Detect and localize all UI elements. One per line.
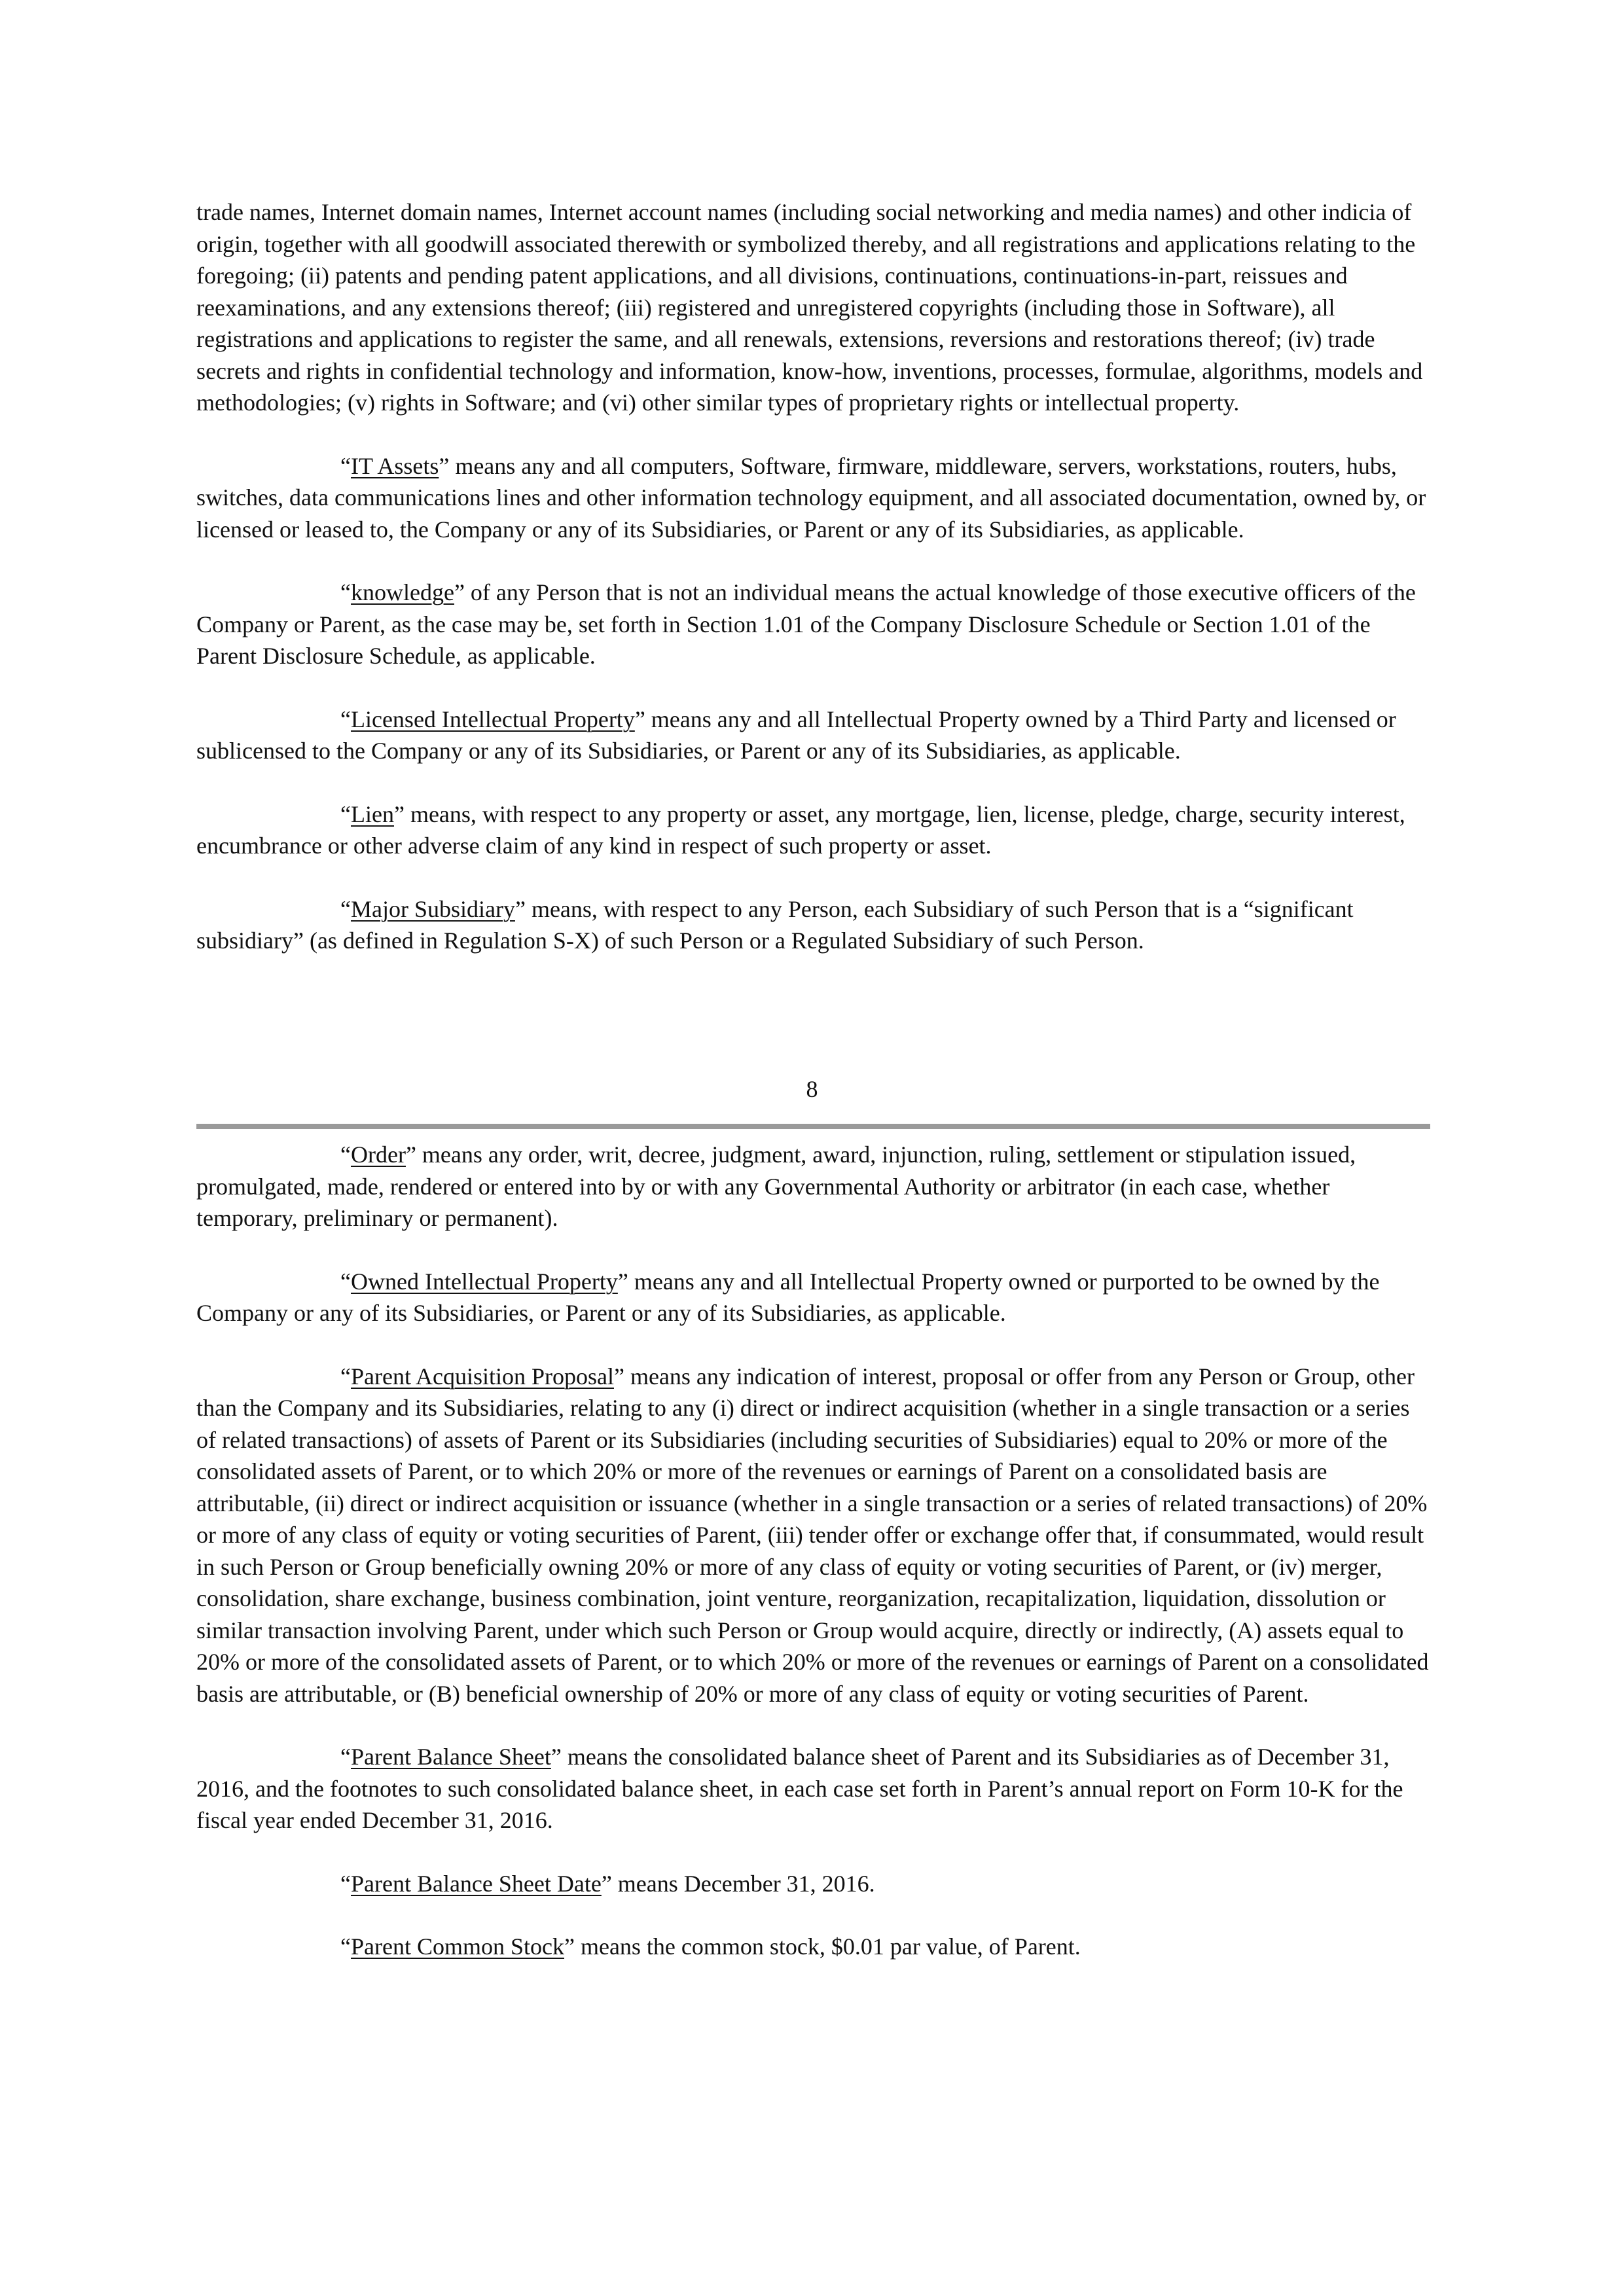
open-quote: “ <box>340 895 351 922</box>
open-quote: “ <box>340 1933 351 1960</box>
open-quote: “ <box>340 1363 351 1390</box>
open-quote: “ <box>340 1744 351 1770</box>
definition-text: ” means any order, writ, decree, judgment, award, injunction, ruling, settlement or stipulation issued, promulgated, made, rendered or entered into by or with any Governmental Authority or arbitrator (in each case, whether temporary, preliminary or permanent). <box>196 1141 1356 1231</box>
defined-term: IT Assets <box>350 452 439 479</box>
definition-lien <box>196 798 1430 862</box>
open-quote: “ <box>340 1268 351 1295</box>
defined-term: Order <box>350 1141 406 1168</box>
defined-term: Parent Common Stock <box>350 1933 564 1960</box>
page-9-body <box>196 1139 1430 1963</box>
definition-text: ” means any and all Intellectual Property owned or purported to be owned by the Company or any of its Subsidiaries, or Parent or any of its Subsidiaries, as applicable. <box>196 1268 1380 1326</box>
definition-owned-ip <box>196 1266 1430 1329</box>
definition-text: ” of any Person that is not an individual means the actual knowledge of those executive officers of the Company or Parent, as the case may be, set forth in Section 1.01 of the Company Disclosure Schedule or Section 1.01 of the Parent Disclosure Schedule, as applicable. <box>196 579 1416 669</box>
definition-licensed-ip <box>196 704 1430 767</box>
definition-major-subsidiary <box>196 893 1430 957</box>
definition-it-assets <box>196 450 1430 546</box>
definition-text: ” means December 31, 2016. <box>601 1870 875 1897</box>
definition-text: ” means, with respect to any Person, each Subsidiary of such Person that is a “significant subsidiary” (as defined in Regulation S-X) of such Person or a Regulated Subsidiary of such Person. <box>196 895 1354 954</box>
definition-order <box>196 1139 1430 1234</box>
open-quote: “ <box>340 1141 351 1168</box>
open-quote: “ <box>340 706 351 732</box>
definition-text: ” means, with respect to any property or asset, any mortgage, lien, license, pledge, charge, security interest, encumbrance or other adverse claim of any kind in respect of such property or asset. <box>196 800 1405 859</box>
definition-knowledge <box>196 577 1430 672</box>
open-quote: “ <box>340 800 351 827</box>
definition-parent-acquisition-proposal <box>196 1361 1430 1710</box>
defined-term: Parent Acquisition Proposal <box>350 1363 614 1390</box>
definition-parent-balance-sheet <box>196 1741 1430 1837</box>
open-quote: “ <box>340 1870 351 1897</box>
open-quote: “ <box>340 579 351 605</box>
definition-parent-balance-sheet-date <box>196 1868 1430 1900</box>
definition-text: ” means the consolidated balance sheet of Parent and its Subsidiaries as of December 31, 2016, and the footnotes to such consolidated balance sheet, in each case set forth in Parent’s annual report on Form 10-K for the fiscal year ended December 31, 2016. <box>196 1744 1403 1833</box>
definition-parent-common-stock <box>196 1931 1430 1963</box>
definition-text: ” means any indication of interest, proposal or offer from any Person or Group, other than the Company and its Subsidiaries, relating to any (i) direct or indirect acquisition (whether in a single transaction or a series of related transactions) of assets of Parent or its Subsidiaries (including securities of Subsidiaries) equal to 20% or more of the consolidated assets of Parent, or to which 20% or more of the revenues or earnings of Parent on a consolidated basis are attributable, (ii) direct or indirect acquisition or issuance (whether in a single transaction or a series of related transactions) of 20% or more of any class of equity or voting securities of Parent, (iii) tender offer or exchange offer that, if consummated, would result in such Person or Group beneficially owning 20% or more of any class of equity or voting securities of Parent, or (iv) merger, consolidation, share exchange, business combination, joint venture, reorganization, recapitalization, liquidation, dissolution or similar transaction involving Parent, under which such Person or Group would acquire, directly or indirectly, (A) assets equal to 20% or more of the consolidated assets of Parent, or to which 20% or more of the revenues or earnings of Parent on a consolidated basis are attributable, or (B) beneficial ownership of 20% or more of any class of equity or voting securities of Parent. <box>196 1363 1429 1707</box>
defined-term: knowledge <box>350 579 454 605</box>
defined-term: Major Subsidiary <box>350 895 515 922</box>
definition-text: ” means the common stock, $0.01 par value, of Parent. <box>564 1933 1081 1960</box>
page-8-body <box>196 196 1430 957</box>
definition-text: ” means any and all Intellectual Property owned by a Third Party and licensed or sublicensed to the Company or any of its Subsidiaries, or Parent or any of its Subsidiaries, as applicable. <box>196 706 1396 764</box>
page-number: 8 <box>806 1076 818 1102</box>
definition-text: ” means any and all computers, Software, firmware, middleware, servers, workstations, routers, hubs, switches, data communications lines and other information technology equipment, and all associated documentation, owned by, or licensed or leased to, the Company or any of its Subsidiaries, or Parent or any of its Subsidiaries, as applicable. <box>196 452 1426 543</box>
definition-continuation: trade names, Internet domain names, Internet account names (including social networking and media names) and other indicia of origin, together with all goodwill associated therewith or symbolized thereby, and all registrations and applications relating to the foregoing; (ii) patents and pending patent applications, and all divisions, continuations, continuations-in-part, reissues and reexaminations, and any extensions thereof; (iii) registered and unregistered copyrights (including those in Software), all registrations and applications to register the same, and all renewals, extensions, reversions and restorations thereof; (iv) trade secrets and rights in confidential technology and information, know-how, inventions, processes, formulae, algorithms, models and methodologies; (v) rights in Software; and (vi) other similar types of proprietary rights or intellectual property. <box>196 199 1423 416</box>
page-divider <box>196 1124 1430 1129</box>
defined-term: Owned Intellectual Property <box>350 1268 618 1295</box>
defined-term: Parent Balance Sheet Date <box>350 1870 602 1897</box>
defined-term: Lien <box>350 800 394 827</box>
open-quote: “ <box>340 452 351 479</box>
defined-term: Licensed Intellectual Property <box>350 706 635 732</box>
defined-term: Parent Balance Sheet <box>350 1744 551 1770</box>
